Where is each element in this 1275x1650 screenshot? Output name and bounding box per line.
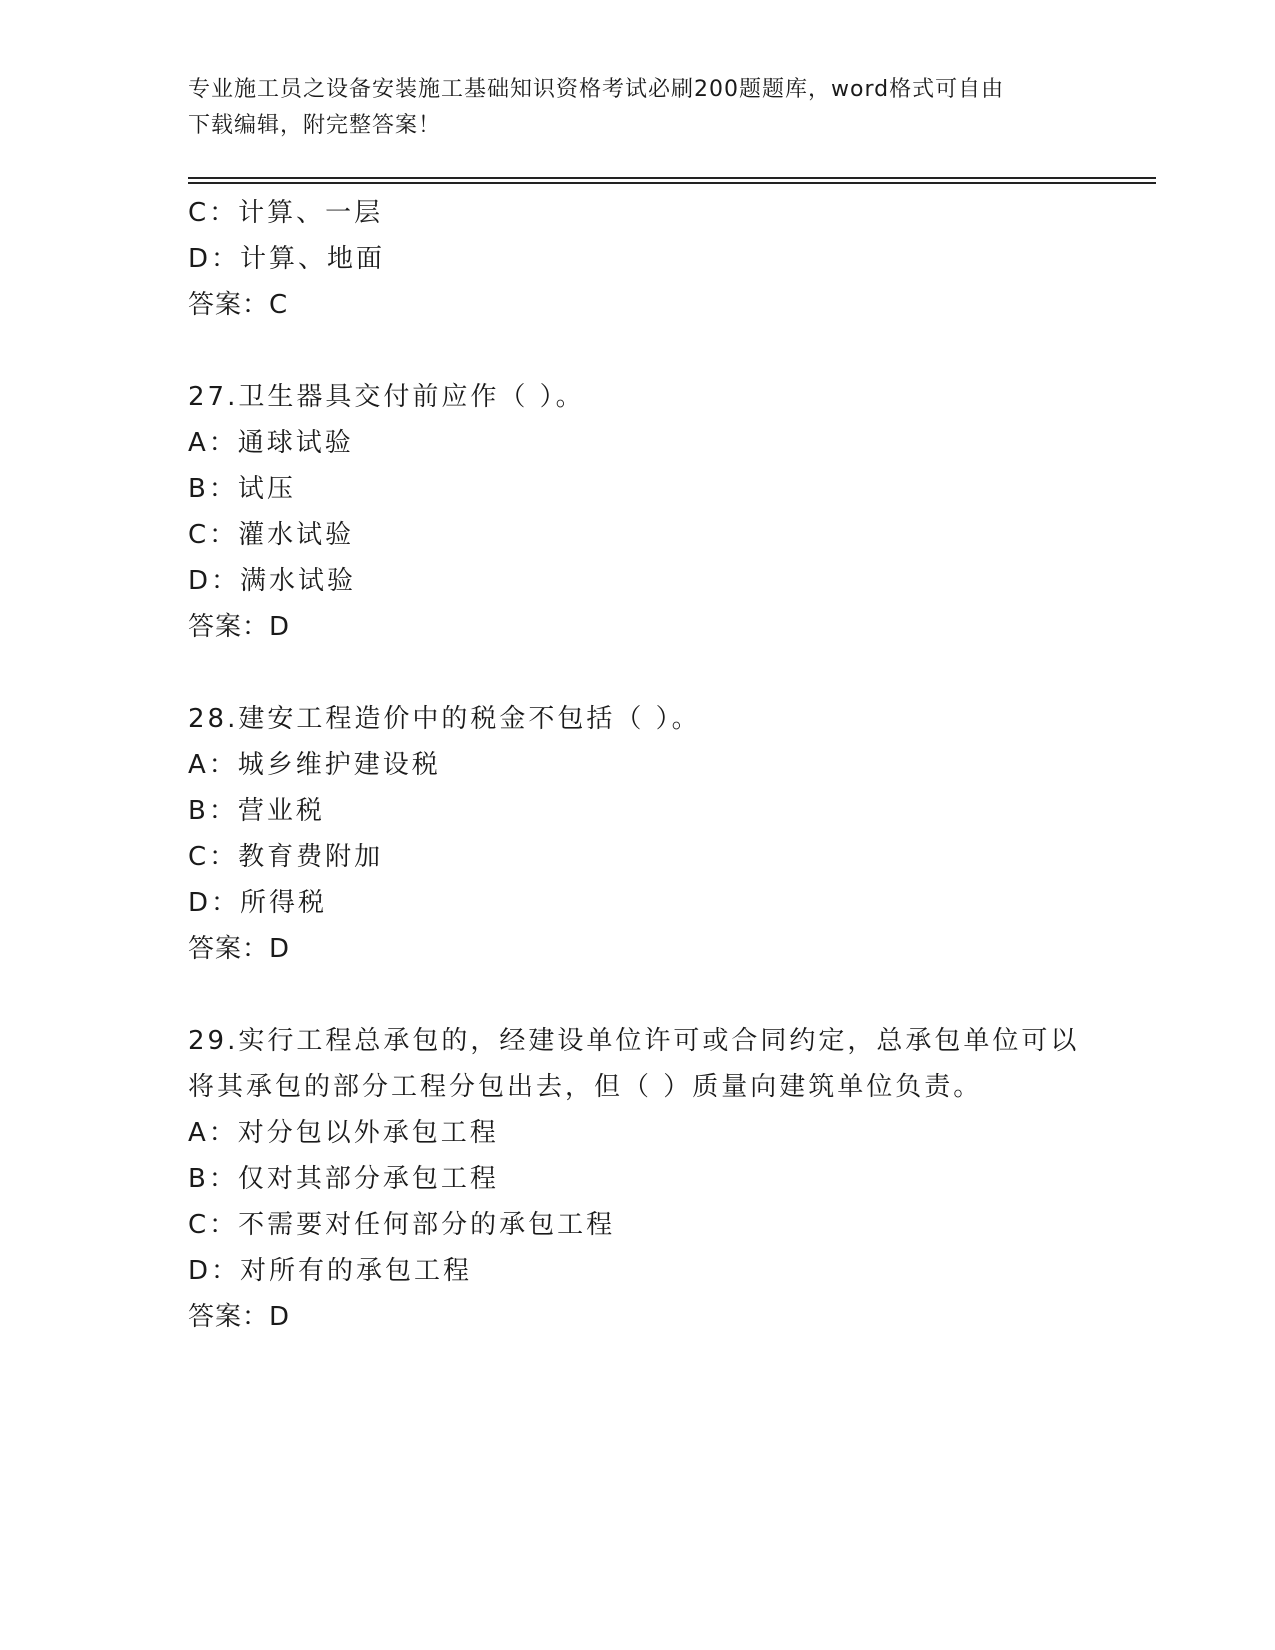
question-text: 27.卫生器具交付前应作（ ）。 [188, 382, 585, 412]
option-d: D：对所有的承包工程 [188, 1256, 473, 1286]
document-body [188, 190, 1088, 1340]
question-text-line-1: 29.实行工程总承包的，经建设单位许可或合同约定，总承包单位可以 [188, 1026, 1080, 1056]
answer: 答案：D [188, 1302, 291, 1332]
option-c: C：灌水试验 [188, 520, 355, 550]
header-rule-top [188, 177, 1156, 179]
header-rule-bottom [188, 182, 1156, 184]
question-29 [188, 1018, 1088, 1340]
header-line-2: 下载编辑，附完整答案！ [188, 113, 442, 138]
answer: 答案：C [188, 290, 289, 320]
option-a: A：城乡维护建设税 [188, 750, 441, 780]
question-26-tail [188, 190, 1088, 328]
option-d: D：计算、地面 [188, 244, 386, 274]
option-b: B：营业税 [188, 796, 325, 826]
question-text-line-2: 将其承包的部分工程分包出去，但（ ）质量向建筑单位负责。 [188, 1072, 983, 1102]
spacer [188, 972, 1088, 1018]
option-b: B：仅对其部分承包工程 [188, 1164, 499, 1194]
header-line-1: 专业施工员之设备安装施工基础知识资格考试必刷200题题库，word格式可自由 [188, 77, 1005, 102]
option-a: A：通球试验 [188, 428, 354, 458]
option-c: C：教育费附加 [188, 842, 384, 872]
option-c: C：不需要对任何部分的承包工程 [188, 1210, 616, 1240]
spacer [188, 650, 1088, 696]
question-27 [188, 374, 1088, 650]
option-b: B：试压 [188, 474, 296, 504]
spacer [188, 328, 1088, 374]
option-d: D：满水试验 [188, 566, 357, 596]
question-28 [188, 696, 1088, 972]
document-header [188, 72, 1088, 144]
answer: 答案：D [188, 934, 291, 964]
option-d: D：所得税 [188, 888, 328, 918]
option-a: A：对分包以外承包工程 [188, 1118, 499, 1148]
option-c: C：计算、一层 [188, 198, 384, 228]
answer: 答案：D [188, 612, 291, 642]
question-text: 28.建安工程造价中的税金不包括（ ）。 [188, 704, 701, 734]
